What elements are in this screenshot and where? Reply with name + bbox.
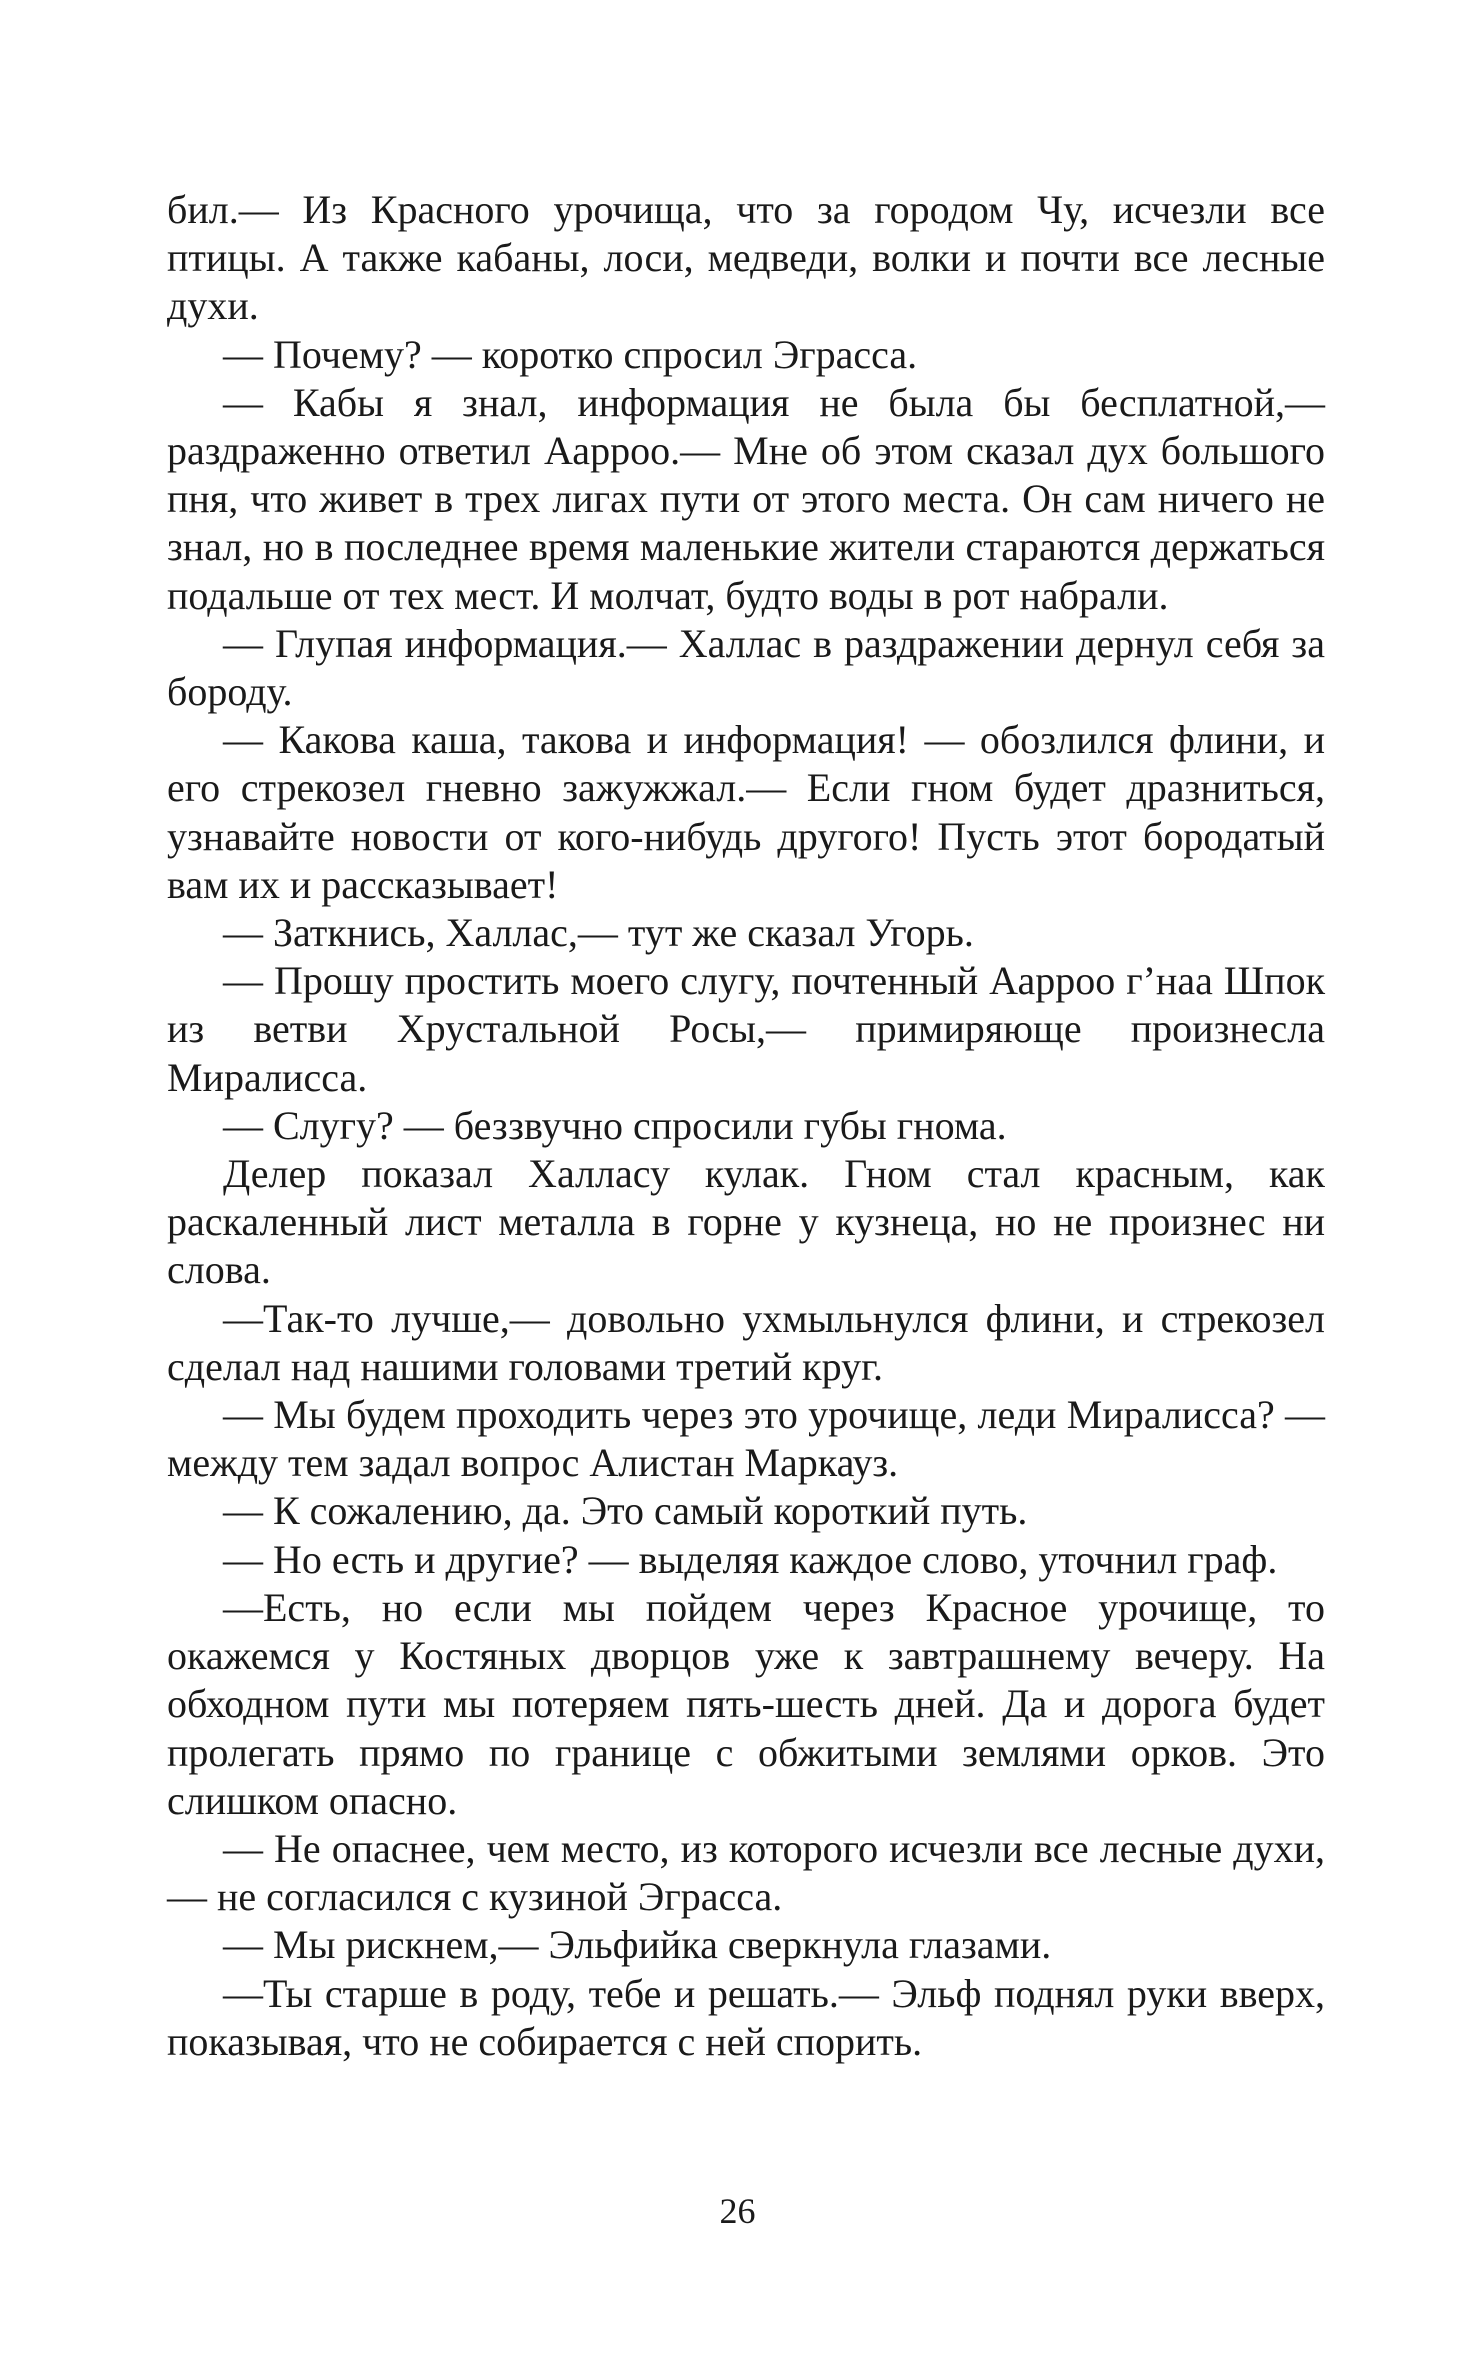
paragraph: — Мы рискнем,— Эльфийка сверкнула глазами.: [223, 1922, 1052, 1968]
paragraph: — К сожалению, да. Это самый короткий путь.: [223, 1488, 1028, 1534]
paragraph: — Какова каша, такова и информация! — обозлился флини, и его стрекозел гневно зажужжал.— Если гном будет дразниться, узнавайте новости от кого-нибудь другого! Пусть этот бородатый вам их и рассказывает!: [167, 717, 1325, 907]
paragraph: — Мы будем проходить через это урочище, леди Миралисса? — между тем задал вопрос Алистан Маркауз.: [167, 1392, 1325, 1486]
body-text: [167, 186, 1325, 2066]
paragraph: — Но есть и другие? — выделяя каждое слово, уточнил граф.: [223, 1536, 1278, 1582]
paragraph: —Есть, но если мы пойдем через Красное урочище, то окажемся у Костяных дворцов уже к завтрашнему вечеру. На обходном пути мы потеряем пять-шесть дней. Да и дорога будет пролегать прямо по границе с обжитыми землями орков. Это слишком опасно.: [167, 1584, 1325, 1823]
paragraph: — Не опаснее, чем место, из которого исчезли все лесные духи,— не согласился с кузиной Эграсса.: [167, 1825, 1325, 1920]
paragraph: — Слугу? — беззвучно спросили губы гнома.: [223, 1102, 1007, 1148]
paragraph: — Прошу простить моего слугу, почтенный Ааррoo г’наа Шпок из ветви Хрустальной Росы,— примиряюще произнесла Миралисса.: [167, 958, 1325, 1100]
paragraph: Делер показал Халласу кулак. Гном стал красным, как раскаленный лист металла в горне у кузнеца, но не произнес ни слова.: [167, 1151, 1325, 1293]
paragraph: —Так-то лучше,— довольно ухмыльнулся флини, и стрекозел сделал над нашими головами третий круг.: [167, 1295, 1325, 1389]
page-number: 26: [719, 2191, 756, 2231]
paragraph: — Почему? — коротко спросил Эграсса.: [223, 331, 918, 377]
paragraph: — Заткнись, Халлас,— тут же сказал Угорь.: [223, 910, 974, 956]
paragraph: бил.— Из Красного урочища, что за городом Чу, исчезли все птицы. А также кабаны, лоси, медведи, волки и почти все лесные духи.: [167, 187, 1325, 329]
paragraph: —Ты старше в роду, тебе и решать.— Эльф поднял руки вверх, показывая, что не собирается с ней спорить.: [167, 1970, 1325, 2064]
paragraph: — Кабы я знал, информация не была бы бесплатной,— раздраженно ответил Аарроо.— Мне об этом сказал дух большого пня, что живет в трех лигах пути от этого места. Он сам ничего не знал, но в последнее время маленькие жители стараются держаться подальше от тех мест. И молчат, будто воды в рот набрали.: [167, 379, 1325, 618]
paragraph: — Глупая информация.— Халлас в раздражении дернул себя за бороду.: [167, 620, 1325, 715]
